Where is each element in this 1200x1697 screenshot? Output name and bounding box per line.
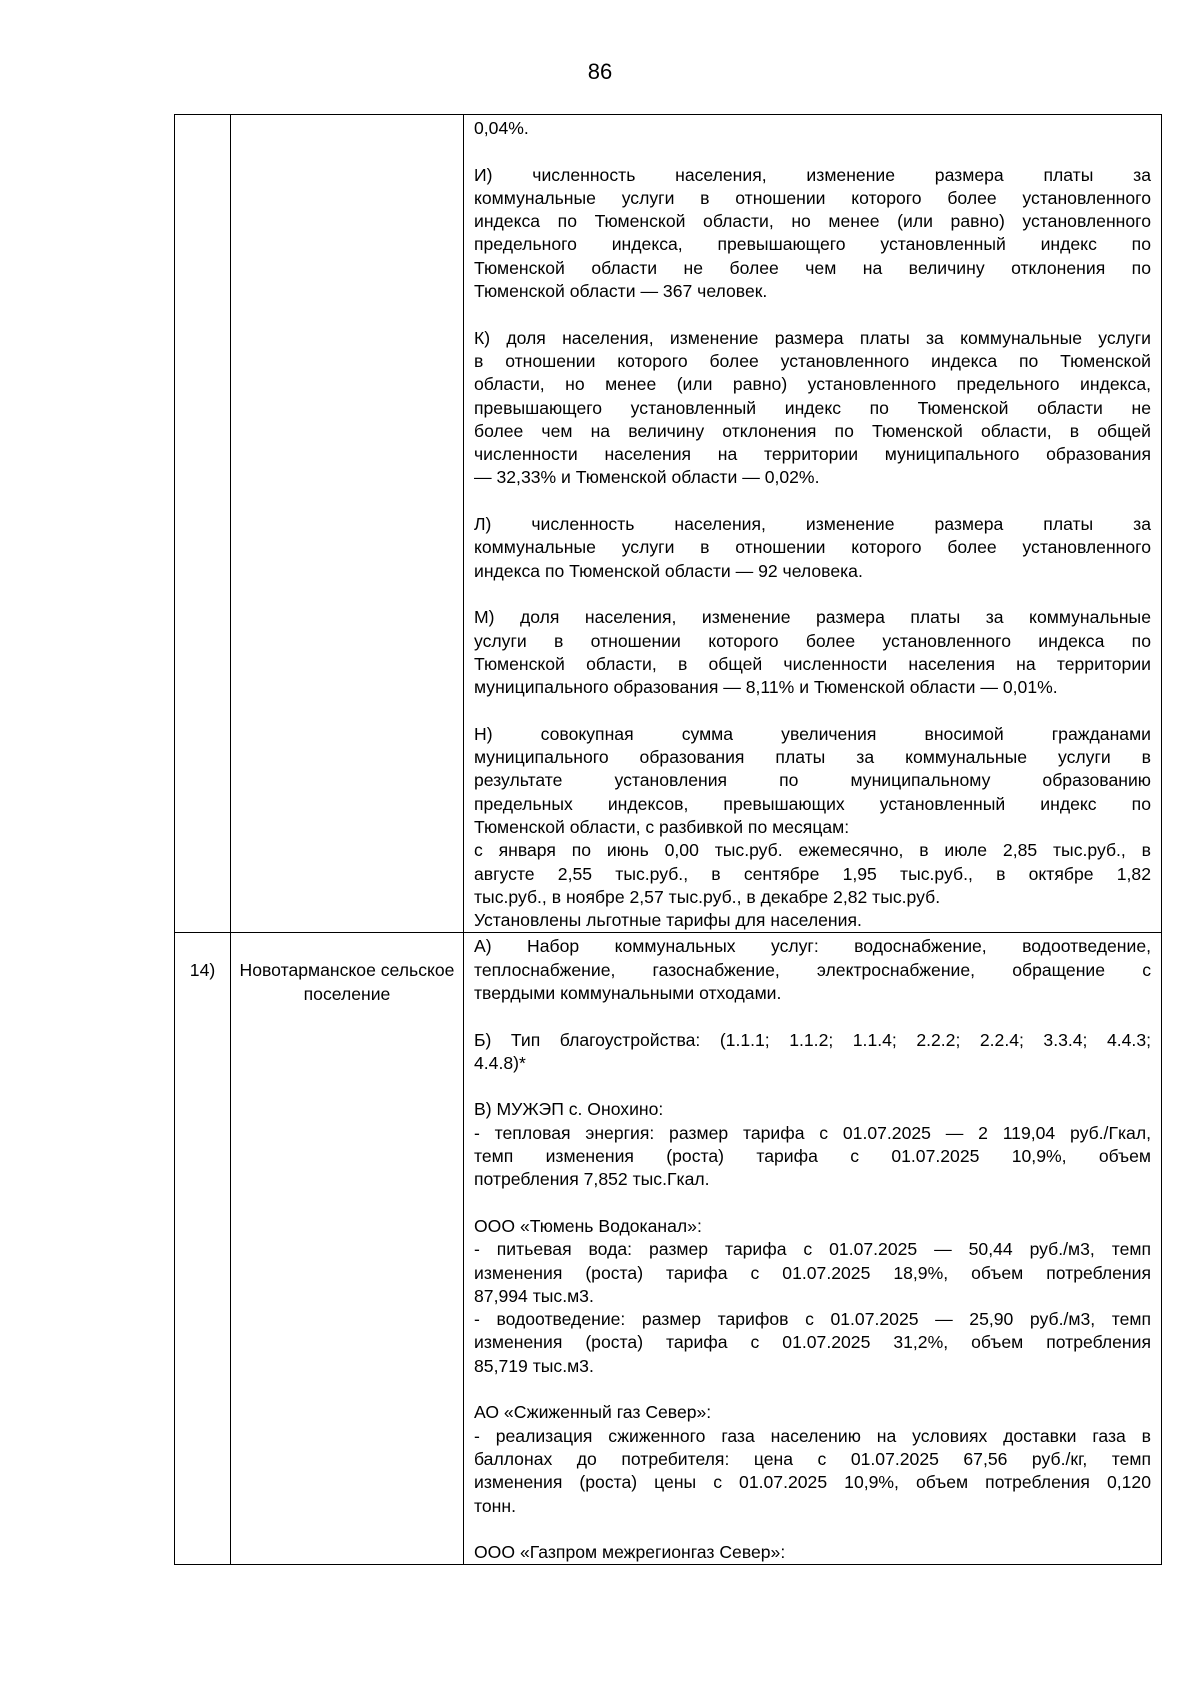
text-line: коммунальные услуги в отношении которого более установленного [474, 187, 1151, 208]
text-line: ООО «Тюмень Водоканал»: [474, 1215, 702, 1236]
description-text [464, 115, 1161, 932]
settlement-name: Новотарманское сельское поселение [239, 960, 455, 1004]
paragraph [474, 513, 1151, 583]
text-line: области, но менее (или равно) установленного предельного индекса, [474, 374, 1151, 395]
text-line: К) доля населения, изменение размера платы за коммунальные услуги [474, 327, 1151, 348]
text-line: августе 2,55 тыс.руб., в сентябре 1,95 тыс.руб., в октябре 1,82 [474, 863, 1151, 884]
text-line: - реализация сжиженного газа населению на условиях доставки газа в [474, 1425, 1151, 1446]
description-cell [464, 115, 1162, 933]
text-line: М) доля населения, изменение размера платы за коммунальные [474, 607, 1151, 628]
text-line: муниципального образования платы за коммунальные услуги в [474, 747, 1151, 768]
text-line: результате установления по муниципальному образованию [474, 770, 1151, 791]
text-line: превышающего установленный индекс по Тюменской области не [474, 397, 1151, 418]
text-line: предельного индекса, превышающего установленный индекс по [474, 234, 1151, 255]
text-line: Установлены льготные тарифы для населения. [474, 910, 862, 931]
text-line: И) численность населения, изменение размера платы за [474, 164, 1151, 185]
text-line: численности населения на территории муниципального образования [474, 444, 1151, 465]
paragraph [474, 164, 1151, 304]
text-line: — 32,33% и Тюменской области — 0,02%. [474, 467, 820, 488]
text-line: в отношении которого более установленного индекса по Тюменской [474, 350, 1151, 371]
text-line: более чем на величину отклонения по Тюменской области, в общей [474, 420, 1151, 441]
paragraph [474, 1541, 1151, 1564]
text-line: А) Набор коммунальных услуг: водоснабжение, водоотведение, [474, 936, 1151, 957]
paragraph [474, 1098, 1151, 1191]
text-line: предельных индексов, превышающих установленный индекс по [474, 793, 1151, 814]
page-number: 86 [587, 59, 613, 84]
paragraph [474, 117, 1151, 140]
text-line: Тюменской области — 367 человек. [474, 281, 768, 302]
text-line: темп изменения (роста) тарифа с 01.07.2025 10,9%, объем [474, 1146, 1151, 1167]
row-number: 14) [189, 960, 216, 981]
text-line: ООО «Газпром межрегионгаз Север»: [474, 1542, 786, 1563]
text-line: индекса по Тюменской области — 92 человека. [474, 560, 863, 581]
row-number-cell [175, 115, 231, 933]
text-line: услуги в отношении которого более установленного индекса по [474, 630, 1151, 651]
table-row [175, 933, 1162, 1565]
text-line: Б) Тип благоустройства: (1.1.1; 1.1.2; 1.1.4; 2.2.2; 2.2.4; 3.3.4; 4.4.3; [474, 1029, 1151, 1050]
text-line: Тюменской области, в общей численности населения на территории [474, 653, 1151, 674]
text-line: - тепловая энергия: размер тарифа с 01.07.2025 — 2 119,04 руб./Гкал, [474, 1122, 1151, 1143]
paragraph [474, 1029, 1151, 1076]
paragraph [474, 723, 1151, 933]
text-line: - водоотведение: размер тарифов с 01.07.2025 — 25,90 руб./м3, темп [474, 1309, 1151, 1330]
text-line: - питьевая вода: размер тарифа с 01.07.2025 — 50,44 руб./м3, темп [474, 1239, 1151, 1260]
text-line: изменения (роста) цены с 01.07.2025 10,9%, объем потребления 0,120 [474, 1472, 1151, 1493]
text-line: Тюменской области, с разбивкой по месяцам: [474, 816, 850, 837]
text-line: АО «Сжиженный газ Север»: [474, 1402, 712, 1423]
text-line: В) МУЖЭП с. Онохино: [474, 1099, 664, 1120]
text-line: баллонах до потребителя: цена с 01.07.2025 67,56 руб./кг, темп [474, 1448, 1151, 1469]
table-row [175, 115, 1162, 933]
text-line: тыс.руб., в ноябре 2,57 тыс.руб., в декабре 2,82 тыс.руб. [474, 886, 941, 907]
text-line: твердыми коммунальными отходами. [474, 982, 782, 1003]
row-number-cell [175, 933, 231, 1565]
tariff-table [174, 114, 1162, 1565]
description-cell [464, 933, 1162, 1565]
text-line: 87,994 тыс.м3. [474, 1285, 594, 1306]
text-line: изменения (роста) тарифа с 01.07.2025 31,2%, объем потребления [474, 1332, 1151, 1353]
settlement-name-cell [231, 933, 464, 1565]
description-text [464, 933, 1161, 1564]
paragraph [474, 935, 1151, 1005]
text-line: муниципального образования — 8,11% и Тюменской области — 0,01%. [474, 677, 1058, 698]
text-line: Л) численность населения, изменение размера платы за [474, 514, 1151, 535]
paragraph [474, 1215, 1151, 1378]
paragraph [474, 1401, 1151, 1517]
text-line: Н) совокупная сумма увеличения вносимой гражданами [474, 723, 1151, 744]
text-line: тонн. [474, 1495, 516, 1516]
text-line: теплоснабжение, газоснабжение, электроснабжение, обращение с [474, 959, 1151, 980]
text-line: потребления 7,852 тыс.Гкал. [474, 1169, 710, 1190]
text-line: индекса по Тюменской области, но менее (или равно) установленного [474, 211, 1151, 232]
settlement-name-cell [231, 115, 464, 933]
paragraph [474, 606, 1151, 699]
text-line: с января по июнь 0,00 тыс.руб. ежемесячно, в июле 2,85 тыс.руб., в [474, 840, 1151, 861]
text-line: 4.4.8)* [474, 1052, 526, 1073]
paragraph [474, 327, 1151, 490]
text-line: 85,719 тыс.м3. [474, 1355, 594, 1376]
text-line: Тюменской области не более чем на величину отклонения по [474, 257, 1151, 278]
text-line: коммунальные услуги в отношении которого более установленного [474, 537, 1151, 558]
text-line: изменения (роста) тарифа с 01.07.2025 18,9%, объем потребления [474, 1262, 1151, 1283]
text-line: 0,04%. [474, 118, 529, 138]
